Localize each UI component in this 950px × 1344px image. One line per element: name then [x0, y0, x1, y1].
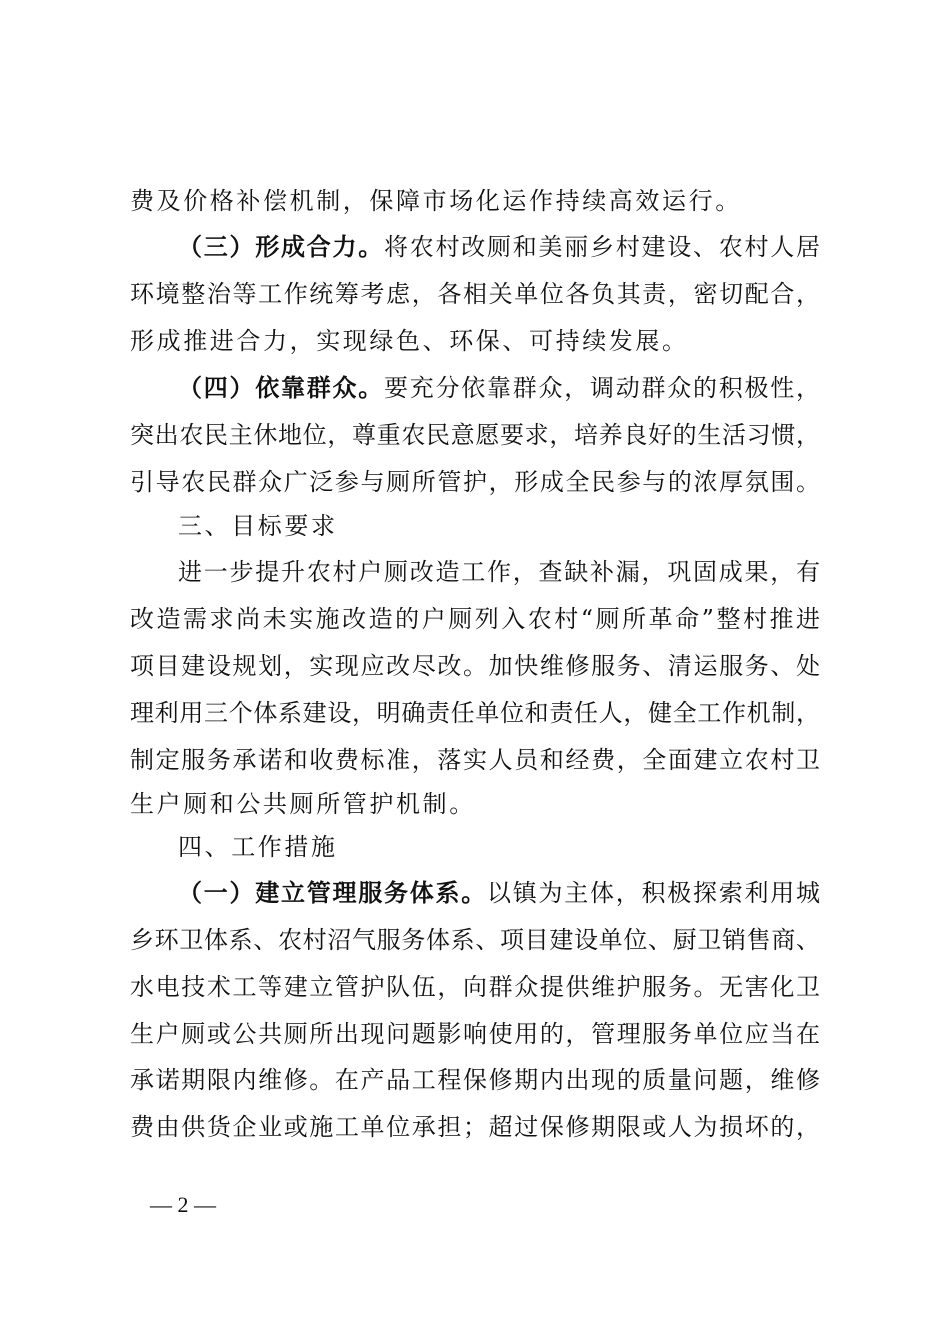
paragraph-line: 生户厕和公共厕所管护机制。: [130, 790, 476, 818]
paragraph-line: 乡环卫体系、农村沼气服务体系、项目建设单位、厨卫销售商、: [130, 926, 820, 954]
paragraph-line: 生户厕或公共厕所出现问题影响使用的，管理服务单位应当在: [130, 1020, 820, 1048]
section-heading: 三、目标要求: [178, 512, 338, 540]
paragraph-line: 环境整治等工作统筹考虑，各相关单位各负其责，密切配合，: [130, 280, 820, 308]
section-heading: 四、工作措施: [178, 833, 338, 861]
paragraph-line: 理利用三个体系建设，明确责任单位和责任人，健全工作机制，: [130, 699, 820, 727]
paragraph-line: 引导农民群众广泛参与厕所管护，形成全民参与的浓厚氛围。: [130, 468, 820, 496]
paragraph-line: 突出农民主休地位，尊重农民意愿要求，培养良好的生活习惯，: [130, 421, 820, 449]
paragraph-line: [178, 222, 820, 272]
paragraph-text: 要充分依靠群众，调动群众的积极性，: [384, 374, 820, 402]
paragraph-line: 改造需求尚未实施改造的户厕列入农村“厕所革命”整村推进: [130, 605, 820, 633]
paragraph-line: 费及价格补偿机制，保障市场化运作持续高效运行。: [130, 187, 742, 215]
paragraph-line: 项目建设规划，实现应改尽改。加快维修服务、清运服务、处: [130, 652, 820, 680]
paragraph-line: 制定服务承诺和收费标准，落实人员和经费，全面建立农村卫: [130, 746, 820, 774]
paragraph-line: 费由供货企业或施工单位承担；超过保修期限或人为损坏的，: [130, 1113, 820, 1141]
paragraph-line: 承诺期限内维修。在产品工程保修期内出现的质量问题，维修: [130, 1066, 820, 1094]
paragraph-line: [178, 868, 820, 918]
paragraph-line: 形成推进合力，实现绿色、环保、可持续发展。: [130, 327, 689, 355]
section-title: （三）形成合力。: [178, 232, 384, 261]
paragraph-text: 将农村改厕和美丽乡村建设、农村人居: [384, 233, 820, 261]
paragraph-line: 水电技术工等建立管护队伍，向群众提供维护服务。无害化卫: [130, 973, 820, 1001]
paragraph-line: [178, 363, 820, 413]
page-number: — 2 —: [150, 1192, 216, 1217]
paragraph-text: 以镇为主体，积极探索利用城: [487, 879, 820, 907]
section-title: （四）依靠群众。: [178, 373, 384, 402]
paragraph-line: 进一步提升农村户厕改造工作，查缺补漏，巩固成果，有: [178, 558, 820, 586]
section-title: （一）建立管理服务体系。: [178, 878, 487, 907]
